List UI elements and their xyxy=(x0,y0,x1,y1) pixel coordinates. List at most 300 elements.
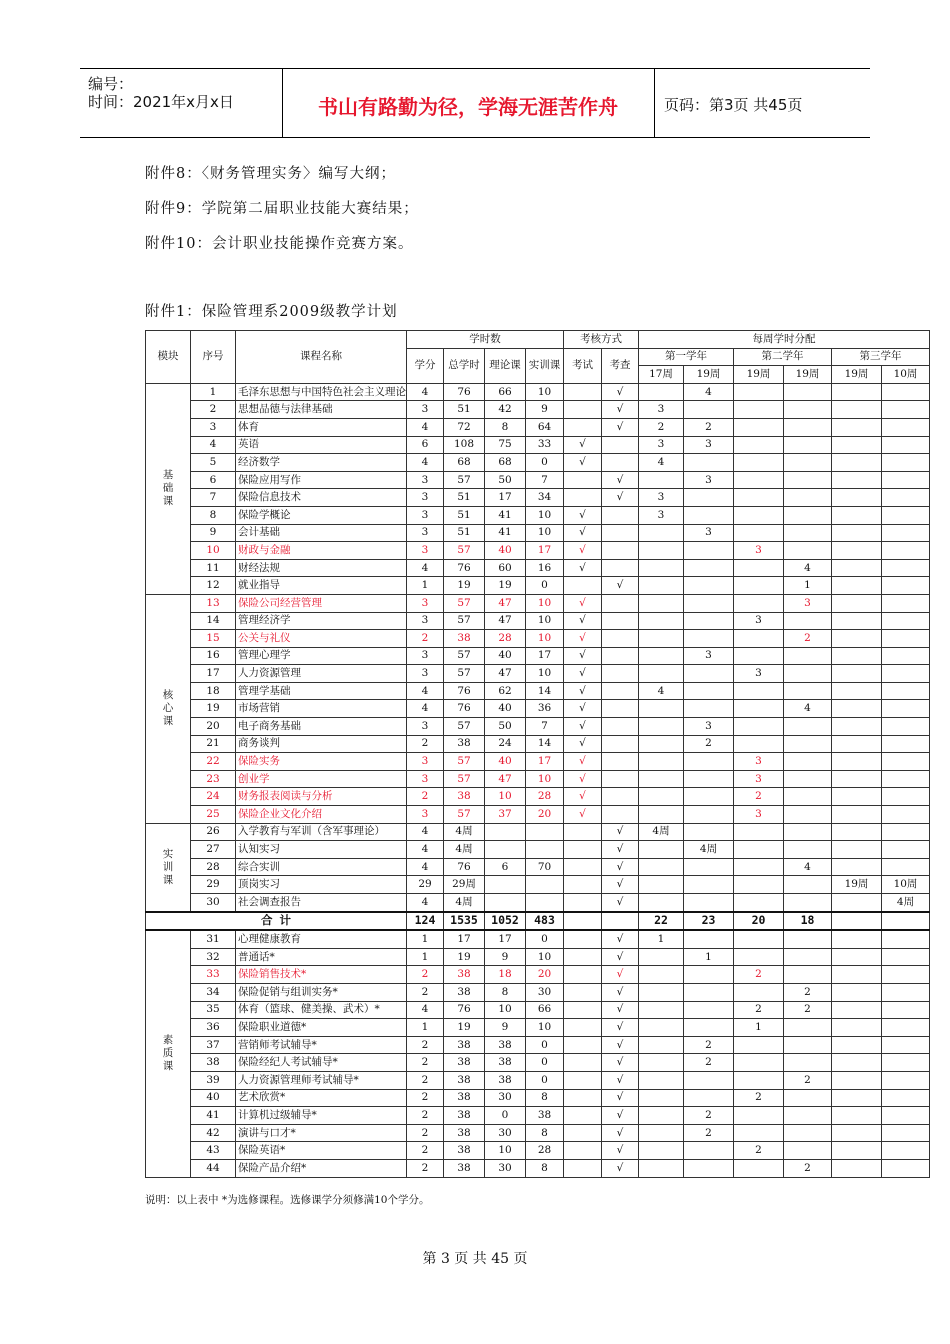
practice-cell: 7 xyxy=(526,718,564,736)
exam-cell xyxy=(564,894,602,912)
check-cell: √ xyxy=(602,983,639,1001)
course-row xyxy=(146,823,930,841)
weekly-hours-cell xyxy=(882,930,930,948)
course-row xyxy=(146,966,930,984)
total-hours-cell: 68 xyxy=(444,454,485,472)
exam-cell: √ xyxy=(564,647,602,665)
weekly-hours-cell xyxy=(784,454,832,472)
weekly-hours-cell xyxy=(684,1019,734,1037)
weekly-hours-cell xyxy=(784,1019,832,1037)
weekly-hours-cell xyxy=(734,577,784,595)
check-cell xyxy=(602,542,639,560)
practice-cell: 10 xyxy=(526,770,564,788)
weekly-hours-cell xyxy=(684,1001,734,1019)
weekly-hours-cell: 4 xyxy=(639,454,684,472)
weekly-hours-cell xyxy=(639,524,684,542)
exam-cell xyxy=(564,1036,602,1054)
credit-cell: 4 xyxy=(407,700,444,718)
weekly-hours-cell xyxy=(784,612,832,630)
total-hours-cell: 57 xyxy=(444,542,485,560)
weekly-hours-cell xyxy=(784,718,832,736)
weekly-hours-cell xyxy=(784,876,832,894)
weekly-hours-cell xyxy=(639,1124,684,1142)
weekly-hours-cell: 2 xyxy=(684,1107,734,1125)
course-row xyxy=(146,489,930,507)
weekly-hours-cell: 3 xyxy=(684,436,734,454)
theory-cell: 8 xyxy=(485,983,526,1001)
total-weekly-cell: 20 xyxy=(734,912,784,931)
weekly-hours-cell xyxy=(784,735,832,753)
weekly-hours-cell xyxy=(832,647,882,665)
check-cell: √ xyxy=(602,1142,639,1160)
weekly-hours-cell: 3 xyxy=(684,718,734,736)
assessment-group-header: 考核方式 xyxy=(564,331,639,349)
weekly-hours-cell xyxy=(882,489,930,507)
course-row xyxy=(146,700,930,718)
weekly-hours-cell: 3 xyxy=(734,665,784,683)
weekly-hours-cell xyxy=(734,383,784,401)
credit-cell: 4 xyxy=(407,894,444,912)
weekly-hours-cell xyxy=(639,1071,684,1089)
exam-cell xyxy=(564,401,602,419)
total-hours-cell: 57 xyxy=(444,471,485,489)
seq-cell: 5 xyxy=(191,454,236,472)
weekly-hours-cell xyxy=(882,1019,930,1037)
total-hours-cell: 76 xyxy=(444,682,485,700)
practice-cell: 10 xyxy=(526,594,564,612)
seq-cell: 43 xyxy=(191,1142,236,1160)
weekly-hours-cell: 1 xyxy=(639,930,684,948)
weekly-hours-cell: 1 xyxy=(684,948,734,966)
course-name-cell: 财经法规 xyxy=(236,559,407,577)
weekly-hours-cell xyxy=(882,401,930,419)
weekly-hours-cell xyxy=(684,966,734,984)
weekly-hours-cell xyxy=(832,401,882,419)
credit-cell: 2 xyxy=(407,1071,444,1089)
total-hours-cell: 38 xyxy=(444,1036,485,1054)
weekly-hours-cell xyxy=(784,542,832,560)
exam-cell xyxy=(564,1107,602,1125)
header-left-cell xyxy=(80,69,283,137)
course-row xyxy=(146,647,930,665)
practice-cell: 0 xyxy=(526,1036,564,1054)
weekly-hours-cell xyxy=(832,665,882,683)
weekly-hours-cell xyxy=(734,1159,784,1177)
course-row xyxy=(146,876,930,894)
theory-cell: 19 xyxy=(485,577,526,595)
weekly-hours-cell xyxy=(734,876,784,894)
total-hours-cell: 72 xyxy=(444,418,485,436)
seq-cell: 44 xyxy=(191,1159,236,1177)
course-name-cell: 保险职业道德* xyxy=(236,1019,407,1037)
weekly-hours-cell xyxy=(684,1142,734,1160)
practice-cell: 10 xyxy=(526,524,564,542)
exam-cell: √ xyxy=(564,436,602,454)
weekly-hours-cell xyxy=(882,506,930,524)
course-row xyxy=(146,1142,930,1160)
seq-cell: 6 xyxy=(191,471,236,489)
weekly-hours-cell xyxy=(832,682,882,700)
credit-cell: 2 xyxy=(407,630,444,648)
weekly-hours-cell xyxy=(684,489,734,507)
weekly-hours-cell xyxy=(684,858,734,876)
course-name-cell: 英语 xyxy=(236,436,407,454)
weekly-hours-cell xyxy=(882,1089,930,1107)
weekly-hours-cell xyxy=(639,983,684,1001)
check-cell xyxy=(602,735,639,753)
weekly-hours-cell xyxy=(784,401,832,419)
weekly-hours-cell xyxy=(734,401,784,419)
weekly-hours-cell xyxy=(684,1071,734,1089)
weekly-hours-cell: 4 xyxy=(784,700,832,718)
module-label-char: 素 xyxy=(162,1034,174,1047)
seq-cell: 20 xyxy=(191,718,236,736)
total-hours-cell: 4周 xyxy=(444,894,485,912)
seq-cell: 41 xyxy=(191,1107,236,1125)
header-center-cell xyxy=(282,69,655,137)
weekly-hours-cell xyxy=(639,594,684,612)
exam-cell xyxy=(564,1159,602,1177)
total-credit-cell: 124 xyxy=(407,912,444,931)
module-label-char: 课 xyxy=(162,495,174,508)
module-label xyxy=(146,594,191,823)
course-row xyxy=(146,454,930,472)
course-row xyxy=(146,1019,930,1037)
weekly-hours-cell xyxy=(882,1001,930,1019)
module-label-char: 训 xyxy=(162,860,174,873)
course-name-cell: 经济数学 xyxy=(236,454,407,472)
year3-header: 第三学年 xyxy=(832,348,930,366)
check-header: 考查 xyxy=(602,348,639,383)
seq-cell: 38 xyxy=(191,1054,236,1072)
total-hours-cell: 76 xyxy=(444,559,485,577)
weekly-hours-cell xyxy=(784,665,832,683)
credit-cell: 3 xyxy=(407,770,444,788)
total-hours-cell: 19 xyxy=(444,948,485,966)
weekly-hours-cell xyxy=(882,1124,930,1142)
exam-cell: √ xyxy=(564,806,602,824)
weekly-hours-cell: 2 xyxy=(734,788,784,806)
weekly-hours-cell xyxy=(684,770,734,788)
weekly-hours-cell xyxy=(639,700,684,718)
weekly-hours-cell xyxy=(784,418,832,436)
credit-cell: 3 xyxy=(407,471,444,489)
weekly-hours-cell xyxy=(639,630,684,648)
total-hours-cell: 38 xyxy=(444,1124,485,1142)
weekly-hours-cell xyxy=(734,594,784,612)
course-row xyxy=(146,1159,930,1177)
exam-cell: √ xyxy=(564,682,602,700)
week-header: 10周 xyxy=(882,366,930,384)
theory-cell: 8 xyxy=(485,418,526,436)
exam-cell: √ xyxy=(564,770,602,788)
weekly-hours-cell: 3 xyxy=(639,506,684,524)
seq-cell: 4 xyxy=(191,436,236,454)
credit-cell: 3 xyxy=(407,753,444,771)
course-row xyxy=(146,401,930,419)
exam-cell xyxy=(564,1071,602,1089)
exam-cell xyxy=(564,489,602,507)
weekly-hours-cell xyxy=(734,1036,784,1054)
check-cell: √ xyxy=(602,418,639,436)
practice-cell: 10 xyxy=(526,1019,564,1037)
weekly-hours-cell xyxy=(882,559,930,577)
hours-group-header: 学时数 xyxy=(407,331,564,349)
weekly-hours-cell xyxy=(882,806,930,824)
weekly-hours-cell xyxy=(684,542,734,560)
weekly-hours-cell: 2 xyxy=(684,1124,734,1142)
weekly-hours-cell xyxy=(684,806,734,824)
theory-cell: 40 xyxy=(485,647,526,665)
seq-cell: 11 xyxy=(191,559,236,577)
weekly-hours-cell xyxy=(639,753,684,771)
total-hours-cell: 38 xyxy=(444,1089,485,1107)
credit-cell: 2 xyxy=(407,788,444,806)
weekly-hours-cell xyxy=(639,1019,684,1037)
attachment-8: 附件8：〈财务管理实务〉编写大纲； xyxy=(145,166,396,182)
total-hours-cell: 57 xyxy=(444,770,485,788)
credit-cell: 2 xyxy=(407,1107,444,1125)
weekly-hours-cell: 1 xyxy=(734,1019,784,1037)
credit-cell: 3 xyxy=(407,401,444,419)
course-row xyxy=(146,841,930,859)
theory-cell: 9 xyxy=(485,1019,526,1037)
credit-cell: 4 xyxy=(407,1001,444,1019)
theory-cell: 38 xyxy=(485,1036,526,1054)
weekly-hours-cell xyxy=(882,1071,930,1089)
course-name-cell: 公关与礼仪 xyxy=(236,630,407,648)
seq-cell: 23 xyxy=(191,770,236,788)
weekly-hours-cell xyxy=(832,1159,882,1177)
weekly-hours-cell xyxy=(639,735,684,753)
weekly-hours-cell: 3 xyxy=(684,524,734,542)
weekly-hours-cell xyxy=(832,524,882,542)
seq-cell: 33 xyxy=(191,966,236,984)
course-row xyxy=(146,735,930,753)
exam-cell: √ xyxy=(564,735,602,753)
theory-cell: 47 xyxy=(485,665,526,683)
weekly-hours-cell: 2 xyxy=(734,1089,784,1107)
seq-cell: 17 xyxy=(191,665,236,683)
theory-cell: 6 xyxy=(485,858,526,876)
week-header: 19周 xyxy=(784,366,832,384)
weekly-hours-cell: 2 xyxy=(784,1001,832,1019)
module-label xyxy=(146,383,191,594)
module-label-char: 础 xyxy=(162,482,174,495)
theory-cell xyxy=(485,876,526,894)
weekly-hours-cell xyxy=(639,1089,684,1107)
weekly-hours-cell xyxy=(832,542,882,560)
theory-cell: 30 xyxy=(485,1089,526,1107)
course-name-cell: 保险公司经营管理 xyxy=(236,594,407,612)
weekly-hours-cell xyxy=(832,1071,882,1089)
course-name-cell: 保险实务 xyxy=(236,753,407,771)
credit-cell: 6 xyxy=(407,436,444,454)
credit-cell: 3 xyxy=(407,665,444,683)
exam-cell xyxy=(564,1019,602,1037)
exam-cell: √ xyxy=(564,542,602,560)
theory-cell: 30 xyxy=(485,1159,526,1177)
weekly-hours-cell xyxy=(832,1054,882,1072)
total-hours-cell: 57 xyxy=(444,718,485,736)
seq-cell: 22 xyxy=(191,753,236,771)
check-cell: √ xyxy=(602,1107,639,1125)
weekly-hours-cell: 1 xyxy=(784,577,832,595)
theory-cell: 40 xyxy=(485,542,526,560)
exam-cell xyxy=(564,577,602,595)
course-row xyxy=(146,612,930,630)
seq-cell: 35 xyxy=(191,1001,236,1019)
check-cell xyxy=(602,454,639,472)
exam-cell xyxy=(564,930,602,948)
weekly-hours-cell xyxy=(882,682,930,700)
theory-header: 理论课 xyxy=(485,348,526,383)
total-hours-cell: 19 xyxy=(444,1019,485,1037)
weekly-hours-cell xyxy=(832,436,882,454)
weekly-hours-cell xyxy=(784,966,832,984)
course-row xyxy=(146,542,930,560)
total-label-cell: 合 计 xyxy=(146,912,407,931)
weekly-hours-cell: 3 xyxy=(734,806,784,824)
check-cell: √ xyxy=(602,1019,639,1037)
credit-cell: 2 xyxy=(407,1036,444,1054)
check-cell: √ xyxy=(602,401,639,419)
weekly-hours-cell xyxy=(882,735,930,753)
credit-cell: 3 xyxy=(407,647,444,665)
weekly-hours-cell xyxy=(684,401,734,419)
credit-cell: 3 xyxy=(407,806,444,824)
course-row xyxy=(146,1124,930,1142)
credit-cell: 4 xyxy=(407,383,444,401)
weekly-hours-cell xyxy=(684,630,734,648)
weekly-hours-cell xyxy=(639,577,684,595)
credit-cell: 4 xyxy=(407,823,444,841)
check-cell xyxy=(602,559,639,577)
practice-cell: 16 xyxy=(526,559,564,577)
total-hours-cell: 38 xyxy=(444,1159,485,1177)
seq-cell: 7 xyxy=(191,489,236,507)
check-cell xyxy=(602,700,639,718)
weekly-hours-cell xyxy=(784,1107,832,1125)
weekly-hours-cell xyxy=(832,983,882,1001)
exam-cell: √ xyxy=(564,665,602,683)
exam-cell: √ xyxy=(564,630,602,648)
course-name-cell: 体育 xyxy=(236,418,407,436)
course-row xyxy=(146,894,930,912)
theory-cell: 47 xyxy=(485,612,526,630)
theory-cell: 38 xyxy=(485,1071,526,1089)
theory-cell: 41 xyxy=(485,524,526,542)
theory-cell: 42 xyxy=(485,401,526,419)
weekly-hours-cell: 10周 xyxy=(882,876,930,894)
total-hours-cell: 38 xyxy=(444,983,485,1001)
theory-cell xyxy=(485,823,526,841)
total-hours-cell: 76 xyxy=(444,383,485,401)
credit-cell: 3 xyxy=(407,489,444,507)
weekly-hours-cell xyxy=(684,612,734,630)
weekly-hours-cell xyxy=(734,471,784,489)
weekly-hours-cell xyxy=(882,542,930,560)
check-cell: √ xyxy=(602,1036,639,1054)
check-cell xyxy=(602,770,639,788)
course-row xyxy=(146,436,930,454)
exam-cell xyxy=(564,1124,602,1142)
weekly-hours-cell xyxy=(832,788,882,806)
weekly-hours-cell: 4 xyxy=(784,559,832,577)
weekly-hours-cell xyxy=(882,718,930,736)
course-name-cell: 保险经纪人考试辅导* xyxy=(236,1054,407,1072)
course-row xyxy=(146,858,930,876)
weekly-hours-cell xyxy=(882,858,930,876)
total-hours-cell: 108 xyxy=(444,436,485,454)
theory-cell: 47 xyxy=(485,594,526,612)
total-practice-cell: 483 xyxy=(526,912,564,931)
weekly-hours-cell xyxy=(734,700,784,718)
total-weekly-cell: 22 xyxy=(639,912,684,931)
exam-cell xyxy=(564,966,602,984)
course-row xyxy=(146,1036,930,1054)
total-hours-cell: 57 xyxy=(444,753,485,771)
weekly-hours-cell xyxy=(882,418,930,436)
year2-header: 第二学年 xyxy=(734,348,832,366)
exam-cell xyxy=(564,383,602,401)
weekly-hours-cell xyxy=(684,665,734,683)
table-note: 说明：以上表中 *为选修课程。选修课学分须修满10个学分。 xyxy=(145,1194,430,1206)
theory-cell: 10 xyxy=(485,788,526,806)
weekly-hours-cell: 2 xyxy=(684,418,734,436)
course-row xyxy=(146,718,930,736)
practice-cell: 30 xyxy=(526,983,564,1001)
practice-cell: 10 xyxy=(526,383,564,401)
total-hours-cell: 4周 xyxy=(444,823,485,841)
weekly-hours-cell xyxy=(639,858,684,876)
weekly-hours-cell xyxy=(832,418,882,436)
weekly-hours-cell xyxy=(832,753,882,771)
weekly-hours-cell xyxy=(734,823,784,841)
weekly-hours-cell xyxy=(639,841,684,859)
weekly-hours-cell: 2 xyxy=(784,630,832,648)
weekly-hours-cell xyxy=(784,1142,832,1160)
credit-cell: 2 xyxy=(407,1089,444,1107)
course-name-cell: 综合实训 xyxy=(236,858,407,876)
page-header xyxy=(80,68,870,138)
weekly-hours-cell xyxy=(882,788,930,806)
course-row xyxy=(146,682,930,700)
theory-cell: 30 xyxy=(485,1124,526,1142)
attachment-10: 附件10：会计职业技能操作竞赛方案。 xyxy=(145,236,414,252)
weekly-hours-cell: 4 xyxy=(784,858,832,876)
check-cell xyxy=(602,436,639,454)
weekly-hours-cell xyxy=(639,1142,684,1160)
seq-cell: 9 xyxy=(191,524,236,542)
weekly-hours-cell xyxy=(684,1159,734,1177)
weekly-hours-cell xyxy=(832,1001,882,1019)
theory-cell: 47 xyxy=(485,770,526,788)
exam-cell: √ xyxy=(564,524,602,542)
weekly-hours-cell xyxy=(639,770,684,788)
credit-cell: 2 xyxy=(407,1159,444,1177)
seq-cell: 40 xyxy=(191,1089,236,1107)
exam-cell: √ xyxy=(564,559,602,577)
practice-cell: 8 xyxy=(526,1124,564,1142)
module-header: 模块 xyxy=(146,331,191,384)
weekly-hours-cell xyxy=(784,930,832,948)
seq-cell: 24 xyxy=(191,788,236,806)
weekly-hours-cell xyxy=(832,930,882,948)
course-name-cell: 心理健康教育 xyxy=(236,930,407,948)
exam-cell: √ xyxy=(564,612,602,630)
weekly-hours-cell xyxy=(882,436,930,454)
